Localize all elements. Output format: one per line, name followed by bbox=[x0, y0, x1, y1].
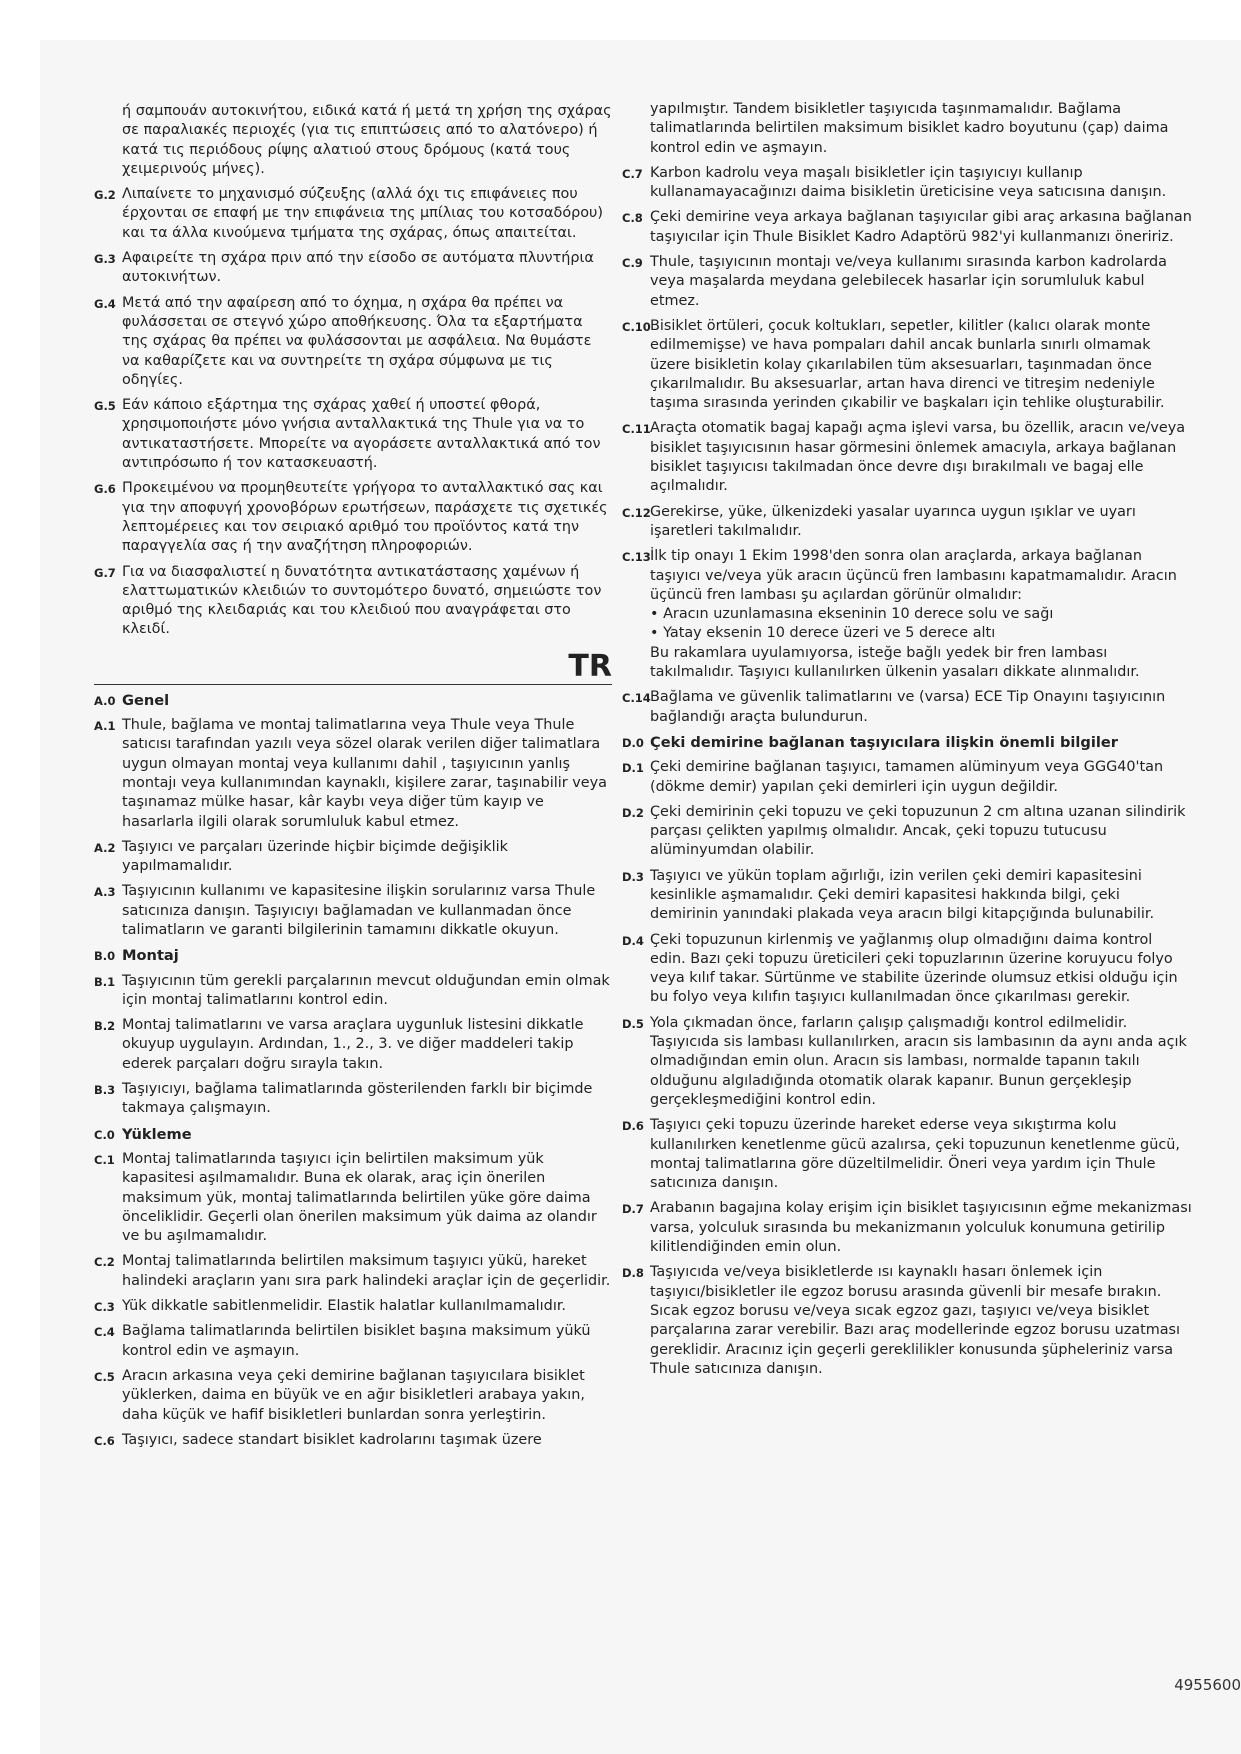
list-item: D.8 Taşıyıcıda ve/veya bisikletlerde ısı kaynaklı hasarı önlemek için taşıyıcı/bisikletler ile egzoz borusu arasında güvenli bir mesafe bırakın. Sıcak egzoz borusu ve/veya sıcak egzoz gazı, taşıyıcı ve/veya bisiklet parçalarına zarar verebilir. Bazı araç modellerinde egzoz borusu uzatması gereklidir. Aracınız için geçerli gereklilikler konusunda şüpheleriniz varsa Thule satıcınıza danışın. bbox=[622, 1264, 1181, 1377]
bullet-item: • Aracın uzunlamasına ekseninin 10 derece solu ve sağı bbox=[650, 606, 1054, 623]
section-heading-b: B.0 Montaj bbox=[94, 947, 179, 965]
list-item: C.10 Bisiklet örtüleri, çocuk koltukları, sepetler, kilitler (kalıcı olarak monte edilmemişse) ve hava pompaları dahil ancak bunlarla sınırlı olmamak üzere bisikletin kolay çıkarılabilen tüm aksesuarları, taşınmadan önce çıkarılmalıdır. Bu aksesuarlar, artan hava direnci ve titreşim nedeniyle taşıma sırasında yerinden çıkabilir ve başkaları için tehlike oluşturabilir. bbox=[622, 317, 1165, 412]
list-item: D.7 Arabanın bagajına kolay erişim için bisiklet taşıyıcısının eğme mekanizması varsa, yolculuk sırasında bu mekanizmanın yolculuk konumuna getirilip kilitlendiğinden emin olun. bbox=[622, 1200, 1192, 1256]
section-divider bbox=[94, 684, 612, 685]
list-item: C.8 Çeki demirine veya arkaya bağlanan taşıyıcılar gibi araç arkasına bağlanan taşıyıcılar için Thule Bisiklet Kadro Adaptörü 982'yi kullanmanızı öneririz. bbox=[622, 209, 1192, 245]
section-heading-c: C.0 Yükleme bbox=[94, 1125, 192, 1143]
list-item: C.1 Montaj talimatlarında taşıyıcı için belirtilen maksimum yük kapasitesi aşılmamalıdır. Buna ek olarak, araç için önerilen maksimum yük, montaj talimatlarında belirtilen yüke göre daima önceliklidir. Geçerli olan önerilen maksimum yük daima az olandır ve bu aşılmamalıdır. bbox=[94, 1150, 597, 1245]
list-item: D.3 Taşıyıcı ve yükün toplam ağırlığı, izin verilen çeki demiri kapasitesini kesinlikle aşmamalıdır. Çeki demiri kapasitesi hakkında bilgi, çeki demirinin yanındaki plakada veya aracın bilgi kitapçığında bulunabilir. bbox=[622, 867, 1155, 923]
section-heading-d: D.0 Çeki demirine bağlanan taşıyıcılara ilişkin önemli bilgiler bbox=[622, 733, 1118, 751]
list-item: C.5 Aracın arkasına veya çeki demirine bağlanan taşıyıcılara bisiklet yüklerken, daima en büyük ve en ağır bisikletleri arabaya yakın, daha küçük ve hafif bisikletleri bunlardan sonra yerleştirin. bbox=[94, 1367, 585, 1423]
list-item: A.3 Taşıyıcının kullanımı ve kapasitesine ilişkin sorularınız varsa Thule satıcınıza danışın. Taşıyıcıyı bağlamadan ve kullanmadan önce talimatların ve garanti bilgilerinin tamamını dikkatle okuyun. bbox=[94, 883, 596, 938]
left-column bbox=[94, 102, 612, 1456]
g1-continuation: ή σαμπουάν αυτοκινήτου, ειδικά κατά ή μετά τη χρήση της σχάρας σε παραλιακές περιοχές (για τις επιπτώσεις από το αλατόνερο) ή κατά τις περιόδους ρίψης αλατιού στους δρόμους (κατά τους χειμερινούς μήνες). bbox=[122, 103, 612, 177]
bullet-item: • Yatay eksenin 10 derece üzeri ve 5 derece altı bbox=[650, 625, 996, 642]
list-item: B.1 Taşıyıcının tüm gerekli parçalarının mevcut olduğundan emin olmak için montaj talimatlarını kontrol edin. bbox=[94, 972, 610, 1008]
list-item: G.3 Αφαιρείτε τη σχάρα πριν από την είσοδο σε αυτόματα πλυντήρια αυτοκινήτων. bbox=[94, 250, 594, 286]
list-item: G.7 Για να διασφαλιστεί η δυνατότητα αντικατάστασης χαμένων ή ελαττωματικών κλειδιών το συντομότερο δυνατό, σημειώστε τον αριθμό της κλειδαριάς και του κλειδιού που αναγράφεται στο κλειδί. bbox=[94, 563, 602, 638]
list-item: D.2 Çeki demirinin çeki topuzu ve çeki topuzunun 2 cm altına uzanan silindirik parçası çelikten yapılmış olmalıdır. Ancak, çeki topuzu tutucusu alüminyumdan olabilir. bbox=[622, 803, 1186, 859]
document-page bbox=[40, 40, 1241, 1754]
list-item: G.2 Λιπαίνετε το μηχανισμό σύζευξης (αλλά όχι τις επιφάνειες που έρχονται σε επαφή με την επιφάνεια της μπίλιας του κοτσαδόρου) και τα άλλα κινούμενα τμήματα της σχάρας, όπως απαιτείται. bbox=[94, 186, 603, 241]
list-item: C.12 Gerekirse, yüke, ülkenizdeki yasalar uyarınca uygun ışıklar ve uyarı işaretleri takılmalıdır. bbox=[622, 503, 1136, 539]
list-item: D.4 Çeki topuzunun kirlenmiş ve yağlanmış olup olmadığını daima kontrol edin. Bazı çeki topuzu üreticileri çeki topuzlarının üzerine koruyucu folyo veya kılıf takar. Sürtünme ve stabilite üzerinde olumsuz etkisi olduğu için bu folyo veya kılıfın taşıyıcı kullanılmadan önce çıkarılması gerekir. bbox=[622, 931, 1178, 1006]
list-item: D.5 Yola çıkmadan önce, farların çalışıp çalışmadığı kontrol edilmelidir. Taşıyıcıda sis lambası kullanılırken, aracın sis lambasının da aynı anda açık olmadığından emin olun. Aracın sis lambası, normalde tapanın takılı olduğunu algıladığında otomatik olarak kapanır. Bunun gerçekleşip gerçekleşmediğini kontrol edin. bbox=[622, 1014, 1187, 1108]
list-item: D.6 Taşıyıcı çeki topuzu üzerinde hareket ederse veya sıkıştırma kolu kullanılırken kenetlenme gücü azalırsa, çeki topuzunun kenetlenme gücü, montaj talimatlarına göre düzeltilmelidir. Öneri veya yardım için Thule satıcınıza danışın. bbox=[622, 1117, 1180, 1192]
list-item: C.11 Araçta otomatik bagaj kapağı açma işlevi varsa, bu özellik, aracın ve/veya bisiklet taşıyıcısının hasar görmesini önlemek amacıyla, arkaya bağlanan bisiklet taşıyıcısı takılmadan önce devre dışı bırakılmalı ve bagaj elle açılmalıdır. bbox=[622, 420, 1186, 495]
list-item: B.3 Taşıyıcıyı, bağlama talimatlarında gösterilenden farklı bir biçimde takmaya çalışmayın. bbox=[94, 1081, 593, 1117]
list-item: C.9 Thule, taşıyıcının montajı ve/veya kullanımı sırasında karbon kadrolarda veya maşalarda meydana gelebilecek hasarlar için sorumluluk kabul etmez. bbox=[622, 254, 1167, 309]
list-item: C.14 Bağlama ve güvenlik talimatlarını ve (varsa) ECE Tip Onayını taşıyıcının bağlandığı araçta bulundurun. bbox=[622, 689, 1166, 725]
list-item-c13: C.13 İlk tip onayı 1 Ekim 1998'den sonra olan araçlarda, arkaya bağlanan taşıyıcı ve/veya yük aracın üçüncü fren lambasını kapatmamalıdır. Aracın üçüncü fren lambası şu açılardan görünür olmalıdır: • Aracın uzunlamasına ekseninin 10 derece solu ve sağı • Yatay eksenin 10 derece üzeri ve 5 derece altı Bu rakamlara uyulamıyorsa, isteğe bağlı yedek bir fren lambası takılmalıdır. Taşıyıcı kullanılırken ülkenin yasaları dikkate alınmalıdır. bbox=[622, 547, 1192, 682]
list-item: G.4 Μετά από την αφαίρεση από το όχημα, η σχάρα θα πρέπει να φυλάσσεται σε στεγνό χώρο αποθήκευσης. Όλα τα εξαρτήματα της σχάρας θα πρέπει να φυλάσσονται με ασφάλεια. Να θυμάστε να καθαρίζετε και να συντηρείτε τη σχάρα σύμφωνα με τις οδηγίες. bbox=[94, 294, 592, 388]
list-item: D.1 Çeki demirine bağlanan taşıyıcı, tamamen alüminyum veya GGG40'tan (dökme demir) yapılan çeki demirleri için uygun değildir. bbox=[622, 759, 1164, 795]
list-item: C.7 Karbon kadrolu veya maşalı bisikletler için taşıyıcıyı kullanıp kullanamayacağınızı daima bisikletin üreticisine veya satıcısına danışın. bbox=[622, 164, 1167, 201]
list-item: C.2 Montaj talimatlarında belirtilen maksimum taşıyıcı yükü, hareket halindeki araçların yanı sıra park halindeki araçlar için de geçerlidir. bbox=[94, 1253, 611, 1289]
list-item: G.5 Εάν κάποιο εξάρτημα της σχάρας χαθεί ή υποστεί φθορά, χρησιμοποιήστε μόνο γνήσια ανταλλακτικά της Thule για να το αντικαταστήσετε. Μπορείτε να αγοράσετε ανταλλακτικά από τον αντιπρόσωπο ή τον κατασκευαστή. bbox=[94, 397, 601, 472]
section-heading-a: A.0 Genel bbox=[94, 691, 170, 709]
list-item: C.6 Taşıyıcı, sadece standart bisiklet kadrolarını taşımak üzere bbox=[94, 1431, 542, 1448]
list-item: B.2 Montaj talimatlarını ve varsa araçlara uygunluk listesini dikkatle okuyup uygulayın. Ardından, 1., 2., 3. ve diğer maddeleri takip ederek parçaları doğru sırayla takın. bbox=[94, 1017, 584, 1072]
document-number: 4955600 bbox=[1174, 1676, 1241, 1694]
c6-continuation: yapılmıştır. Tandem bisikletler taşıyıcıda taşınmamalıdır. Bağlama talimatlarında belirtilen maksimum bisiklet kadro boyutunu (çap) daima kontrol edin ve aşmayın. bbox=[650, 101, 1169, 156]
list-item: A.2 Taşıyıcı ve parçaları üzerinde hiçbir biçimde değişiklik yapılmamalıdır. bbox=[94, 838, 508, 875]
list-item: A.1 Thule, bağlama ve montaj talimatlarına veya Thule veya Thule satıcısı tarafından yazılı veya sözel olarak verilen diğer talimatlara uygun olmayan montaj veya kullanımı dahil , taşıyıcının yanlış montajı veya kullanımından kaynaklı, kişilere zarar, taşınabilir veya taşınamaz mülke hasar, kâr kaybı veya diğer tüm kayıp ve hasarlarla ilgili olarak sorumluluk kabul etmez. bbox=[94, 717, 607, 830]
list-item: C.3 Yük dikkatle sabitlenmelidir. Elastik halatlar kullanılmamalıdır. bbox=[94, 1298, 566, 1315]
list-item: G.6 Προκειμένου να προμηθευτείτε γρήγορα το ανταλλακτικό σας και για την αποφυγή χρονοβόρων ερωτήσεων, παράσχετε τις σχετικές λεπτομέρειες και τον σειριακό αριθμό του προϊόντος κατά την παραγγελία σας ή την αναζήτηση πληροφοριών. bbox=[94, 480, 608, 555]
list-item: C.4 Bağlama talimatlarında belirtilen bisiklet başına maksimum yükü kontrol edin ve aşmayın. bbox=[94, 1323, 591, 1359]
right-column bbox=[622, 100, 1192, 1385]
language-code: TR bbox=[568, 648, 612, 684]
